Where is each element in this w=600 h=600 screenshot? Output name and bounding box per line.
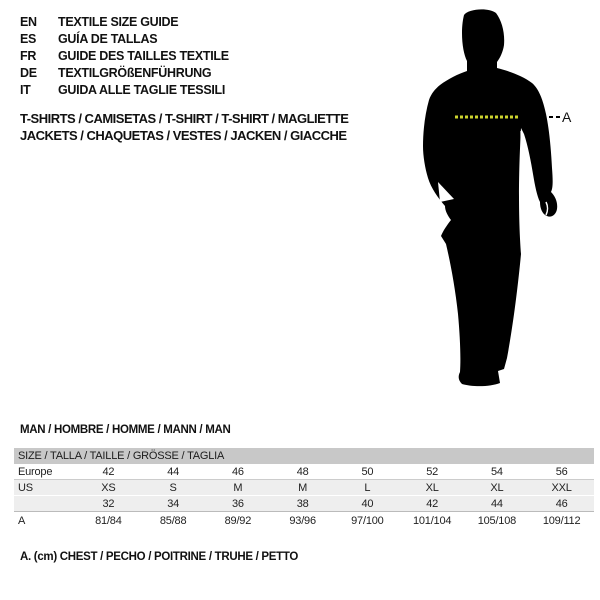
size-table: [14, 448, 594, 529]
language-title: GUÍA DE TALLAS: [58, 32, 158, 46]
language-title: GUIDE DES TAILLES TEXTILE: [58, 49, 229, 63]
arm-torso-gap-line: [521, 131, 524, 237]
table-cell: 46: [231, 465, 244, 478]
list-item: [20, 14, 229, 31]
language-title: TEXTILE SIZE GUIDE: [58, 15, 179, 29]
language-code: IT: [20, 83, 31, 97]
table-cell: L: [335, 480, 400, 496]
table-cell: 105/108: [477, 514, 517, 527]
table-cell: XL: [400, 480, 465, 496]
list-item: [20, 48, 229, 65]
table-cell: 101/104: [412, 514, 452, 527]
language-code: EN: [20, 15, 37, 29]
table-row-chest: [14, 512, 594, 530]
category-jackets: JACKETS / CHAQUETAS / VESTES / JACKEN / GIACCHE: [20, 128, 347, 143]
measurement-label: A: [562, 109, 572, 125]
language-code: ES: [20, 32, 37, 46]
table-cell: 38: [270, 496, 335, 512]
language-code: FR: [20, 49, 37, 63]
table-cell: 89/92: [224, 514, 252, 527]
language-title-list: [20, 14, 229, 99]
man-silhouette: [400, 5, 575, 400]
table-cell: XS: [76, 480, 141, 496]
list-item: [20, 65, 229, 82]
table-cell: 109/112: [542, 514, 581, 527]
table-cell: 40: [335, 496, 400, 512]
row-label: US: [14, 480, 76, 496]
table-cell: 85/88: [159, 514, 187, 527]
language-title: GUIDA ALLE TAGLIE TESSILI: [58, 83, 226, 97]
table-cell: XL: [465, 480, 530, 496]
row-label: [14, 496, 76, 512]
table-cell: 42: [102, 465, 115, 478]
language-code: DE: [20, 66, 37, 80]
table-row-us: [14, 480, 594, 496]
table-cell: 81/84: [95, 514, 122, 527]
table-cell: 50: [361, 465, 374, 478]
table-row-us-numeric: [14, 496, 594, 512]
list-item: [20, 31, 229, 48]
table-cell: M: [206, 480, 271, 496]
gender-heading: MAN / HOMBRE / HOMME / MANN / MAN: [20, 424, 231, 436]
row-label: A: [18, 514, 26, 527]
table-cell: 46: [529, 496, 594, 512]
table-header: SIZE / TALLA / TAILLE / GRÖSSE / TAGLIA: [14, 448, 594, 464]
table-header-row: [14, 448, 594, 464]
table-cell: 97/100: [351, 514, 384, 527]
table-cell: S: [141, 480, 206, 496]
list-item: [20, 82, 229, 99]
table-cell: XXL: [529, 480, 594, 496]
table-cell: 93/96: [289, 514, 316, 527]
table-cell: 48: [296, 465, 309, 478]
table-cell: 34: [141, 496, 206, 512]
table-cell: 54: [490, 465, 503, 478]
language-title: TEXTILGRÖßENFÜHRUNG: [58, 66, 212, 80]
table-cell: M: [270, 480, 335, 496]
garment-categories: [20, 110, 348, 144]
table-cell: 44: [167, 465, 180, 478]
table-row-europe: [14, 464, 594, 480]
table-cell: 32: [76, 496, 141, 512]
table-cell: 42: [400, 496, 465, 512]
table-cell: 44: [465, 496, 530, 512]
table-cell: 52: [426, 465, 439, 478]
category-tshirts: T-SHIRTS / CAMISETAS / T-SHIRT / T-SHIRT / MAGLIETTE: [20, 111, 349, 126]
measurement-footnote: A. (cm) CHEST / PECHO / POITRINE / TRUHE / PETTO: [20, 551, 299, 563]
row-label: Europe: [18, 465, 53, 478]
table-cell: 56: [555, 465, 568, 478]
table-cell: 36: [206, 496, 271, 512]
